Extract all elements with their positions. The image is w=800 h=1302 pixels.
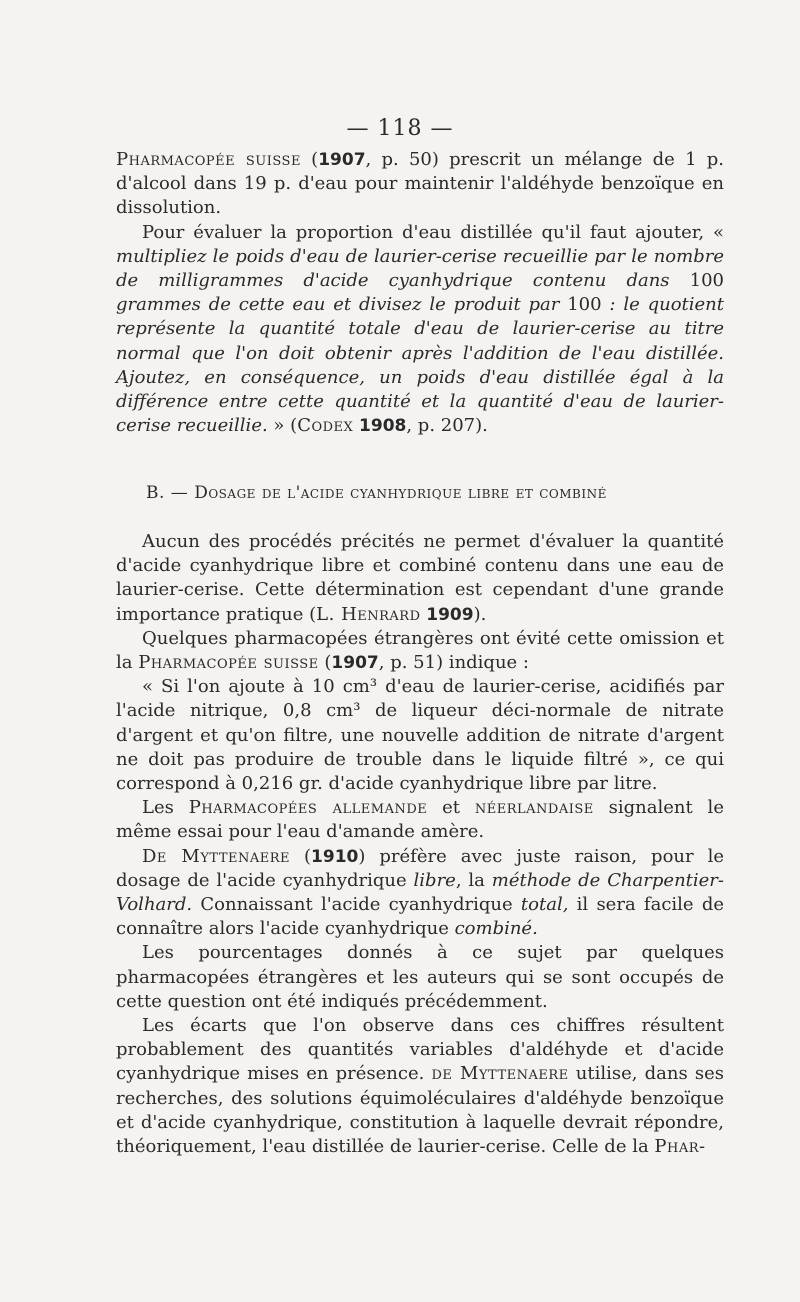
year: 1908 [359,416,407,437]
paragraph-6: Les Pharmacopées allemande et néerlandaise signalent le même essai pour l'eau d'amande amère. [116,797,724,843]
page-number: — 118 — [346,116,454,141]
paragraph-5: « Si l'on ajoute à 10 cm³ d'eau de laurier-cerise, acidifiés par l'acide nitrique, 0,8 cm³ de liqueur déci-normale de nitrate d'argent et qu'on filtre, une nouvelle addition de nitrate d'argent ne doit pas produire de trouble dans le liquide filtré », ce qui correspond à 0,216 gr. d'acide cyanhydrique libre par litre. [116,676,724,795]
paragraph-4: Quelques pharmacopées étrangères ont évité cette omission et la Pharmacopée suisse (1907, p. 51) indique : [116,627,724,674]
paragraph-1: Pharmacopée suisse (1907, p. 50) prescrit un mélange de 1 p. d'alcool dans 19 p. d'eau pour maintenir l'aldéhyde benzoïque en dissolution. [116,149,724,219]
paragraph-8: Les pourcentages donnés à ce sujet par quelques pharmacopées étrangères et les auteurs qui se sont occupés de cette question ont été indiqués précédemment. [116,942,724,1012]
paragraph-7: De Myttenaere (1910) préfère avec juste raison, pour le dosage de l'acide cyanhydrique libre, la méthode de Charpentier-Volhard. Connaissant l'acide cyanhydrique total, il sera facile de connaître alors l'acide cyanhydrique combiné. [116,845,725,940]
text-block-top [116,148,724,438]
text-block-main [116,530,724,1159]
year: 1907 [318,150,366,170]
source-name: Pharmacopée suisse [116,149,301,170]
paragraph-3: Aucun des procédés précités ne permet d'évaluer la quantité d'acide cyanhydrique libre et combiné contenu dans une eau de laurier-cerise. Cette détermination est cependant d'une grande importance pratique (L. Henrard 1909). [116,531,724,625]
paragraph-2: Pour évaluer la proportion d'eau distillée qu'il faut ajouter, « multipliez le poids d'eau de laurier-cerise recueillie par le nombre de milligrammes d'acide cyanhydrique contenu dans 100 grammes de cette eau et divisez le produit par 100 : le quotient représente la quantité totale d'eau de laurier-cerise au titre normal que l'on doit obtenir après l'addition de l'eau distillée. Ajoutez, en conséquence, un poids d'eau distillée égal à la différence entre cette quantité et la quantité d'eau de laurier-cerise recueillie. » (Codex 1908, p. 207). [116,221,725,437]
paragraph-9: Les écarts que l'on observe dans ces chiffres résultent probablement des quantités variables d'aldéhyde et d'acide cyanhydrique mises en présence. de Myttenaere utilise, dans ses recherches, des solutions équimoléculaires d'aldéhyde benzoïque et d'acide cyanhydrique, constitution à laquelle devrait répondre, théoriquement, l'eau distillée de laurier-cerise. Celle de la Phar- [116,1015,724,1158]
codex-ref: Codex [297,415,354,437]
section-heading: B. — Dosage de l'acide cyanhydrique libre et combiné [146,483,607,503]
